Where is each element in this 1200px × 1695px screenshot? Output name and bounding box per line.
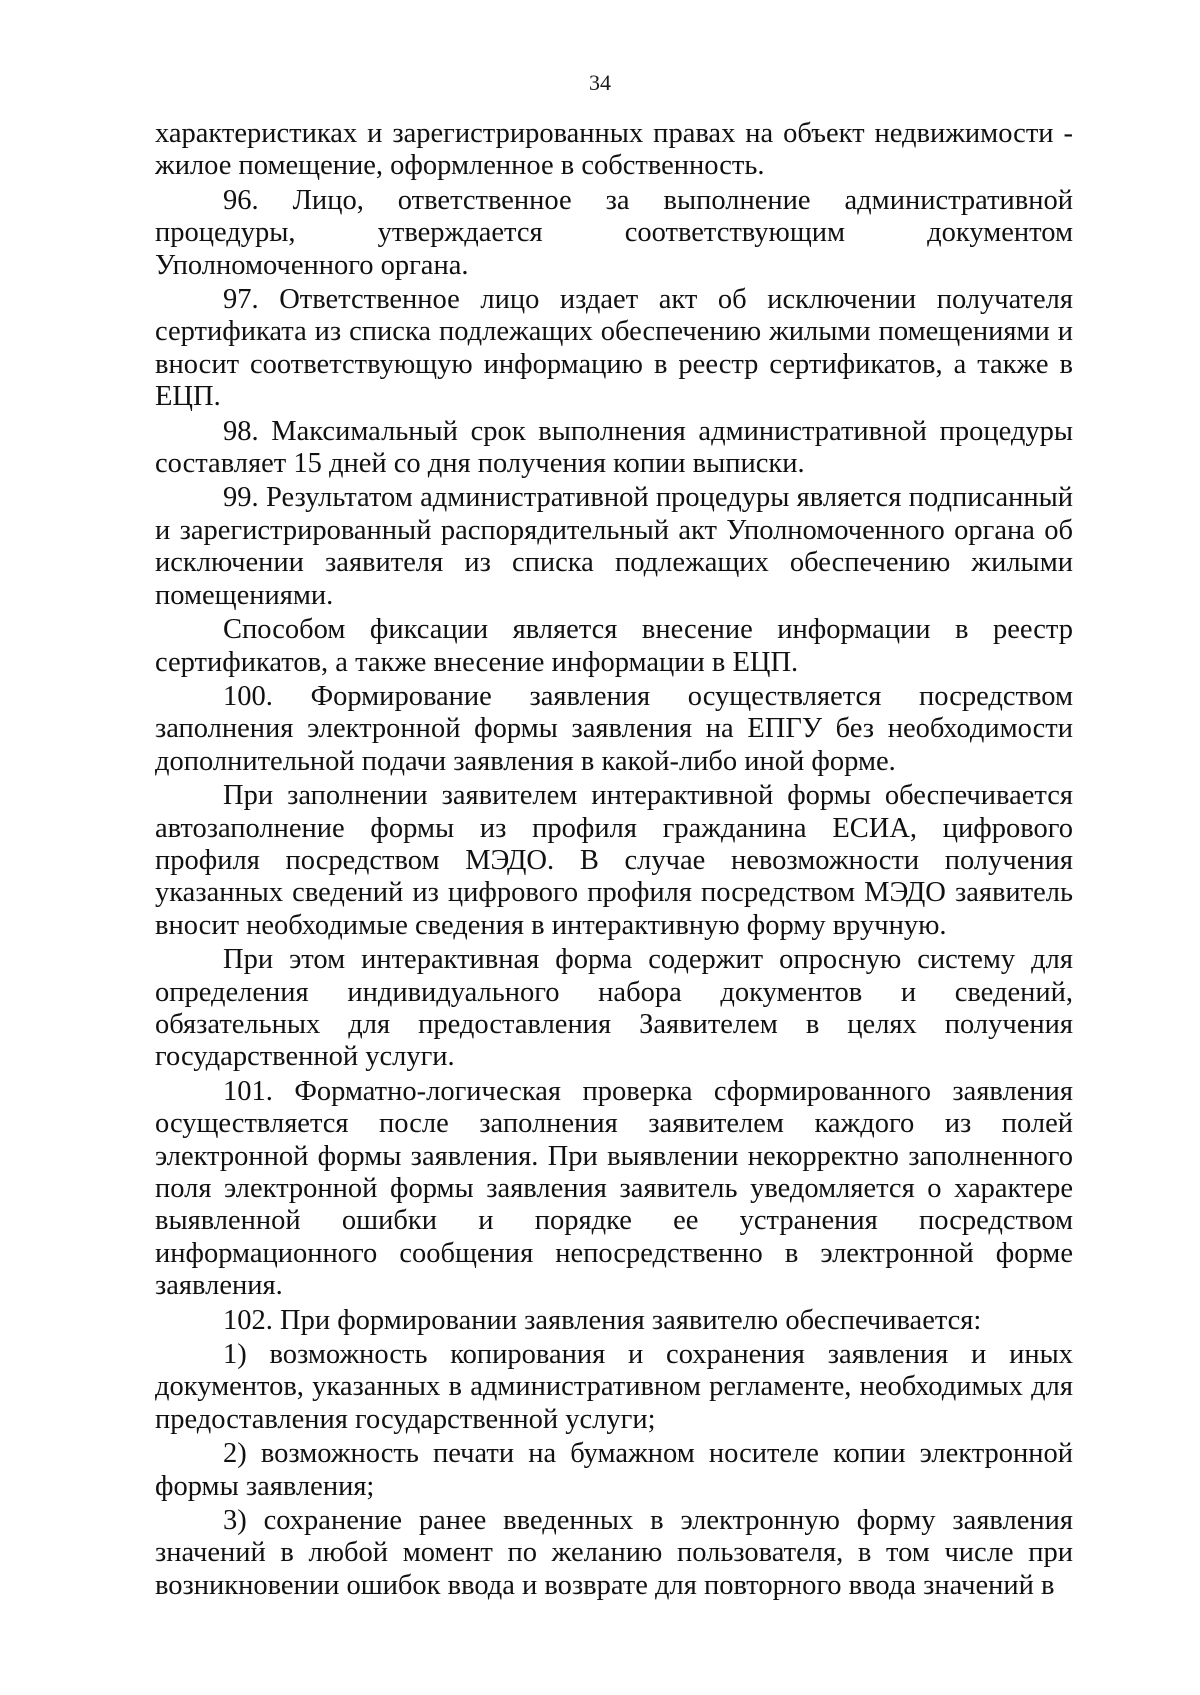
paragraph-102: 102. При формировании заявления заявителю обеспечивается:: [223, 1304, 982, 1336]
page-number: 34: [589, 70, 611, 95]
paragraph-99: 99. Результатом административной процедуры является подписанный и зарегистрированный распорядительный акт Уполномоченного органа об исключении заявителя из списка подлежащих обеспечению жилыми помещениями.: [155, 482, 1073, 611]
paragraph-96: 96. Лицо, ответственное за выполнение административной процедуры, утверждается соответствующим документом Уполномоченного органа.: [155, 184, 1073, 281]
document-body: [155, 118, 1073, 1604]
paragraph-97: 97. Ответственное лицо издает акт об исключении получателя сертификата из списка подлежащих обеспечению жилыми помещениями и вносит соответствующую информацию в реестр сертификатов, а также в ЕЦП.: [155, 284, 1073, 413]
paragraph-100: 100. Формирование заявления осуществляется посредством заполнения электронной формы заявления на ЕПГУ без необходимости дополнительной подачи заявления в какой-либо иной форме.: [155, 680, 1073, 777]
paragraph-100-survey: При этом интерактивная форма содержит опросную систему для определения индивидуального набора документов и сведений, обязательных для предоставления Заявителем в целях получения государственной услуги.: [155, 944, 1073, 1073]
paragraph-99-fixation: Способом фиксации является внесение информации в реестр сертификатов, а также внесение информации в ЕЦП.: [155, 614, 1073, 678]
paragraph-102-item-2: 2) возможность печати на бумажном носителе копии электронной формы заявления;: [155, 1438, 1073, 1502]
paragraph-101: 101. Форматно-логическая проверка сформированного заявления осуществляется после заполнения заявителем каждого из полей электронной формы заявления. При выявлении некорректно заполненного поля электронной формы заявления заявитель уведомляется о характере выявленной ошибки и порядке ее устранения посредством информационного сообщения непосредственно в электронной форме заявления.: [155, 1075, 1073, 1302]
paragraph-102-item-1: 1) возможность копирования и сохранения заявления и иных документов, указанных в административном регламенте, необходимых для предоставления государственной услуги;: [155, 1339, 1073, 1435]
paragraph-102-item-3: 3) сохранение ранее введенных в электронную форму заявления значений в любой момент по желанию пользователя, в том числе при возникновении ошибок ввода и возврате для повторного ввода значений в: [155, 1505, 1073, 1601]
paragraph-98: 98. Максимальный срок выполнения административной процедуры составляет 15 дней со дня получения копии выписки.: [155, 415, 1073, 480]
paragraph-continuation: характеристиках и зарегистрированных правах на объект недвижимости - жилое помещение, оформленное в собственность.: [155, 118, 1073, 182]
paragraph-100-autofill: При заполнении заявителем интерактивной формы обеспечивается автозаполнение формы из профиля гражданина ЕСИА, цифрового профиля посредством МЭДО. В случае невозможности получения указанных сведений из цифрового профиля посредством МЭДО заявитель вносит необходимые сведения в интерактивную форму вручную.: [155, 780, 1073, 941]
